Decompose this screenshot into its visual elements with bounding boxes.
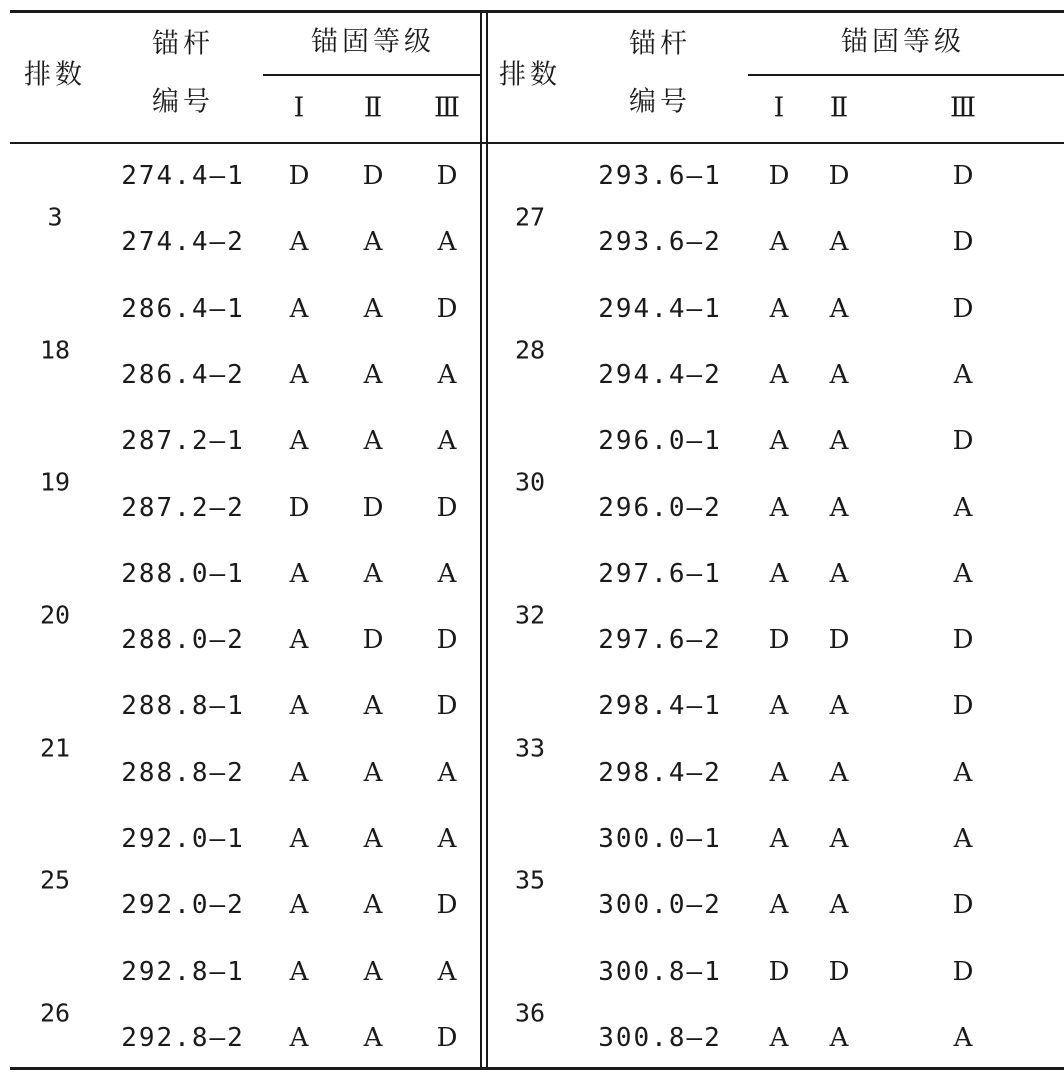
right-anchor-code: 296.0—1 [598,426,722,457]
left-anchor-code: 292.8—1 [121,956,245,987]
right-anchor-code: 300.8—1 [598,956,722,987]
left-grade-value: A [289,426,309,457]
right-grade-value: A [829,227,849,258]
left-grade-value: D [288,492,310,523]
header-grade-right: 锚固等级 [841,26,965,58]
left-grade-value: A [363,1022,383,1053]
right-grade-value: D [768,625,790,656]
left-grade-value: A [363,824,383,854]
right-grade-value: D [768,161,790,191]
right-grade-value: A [769,824,789,854]
left-grade-value: A [363,757,383,788]
right-grade-value: A [769,890,789,921]
right-row-number: 32 [514,600,546,630]
left-row-number: 19 [39,467,71,497]
left-grade-value: A [289,227,309,258]
left-grade-value: D [436,293,458,324]
header-row-count: 排数 [24,59,86,91]
right-grade-value: A [829,426,849,457]
right-grade-value: A [769,227,789,258]
left-grade-value: D [362,625,384,656]
left-grade-value: A [437,359,457,390]
right-grade-value: D [828,956,850,987]
header-anchor-line2-right: 编号 [629,86,691,118]
left-grade-value: D [436,890,458,921]
right-anchor-code: 298.4—2 [598,757,722,788]
right-grade-value: A [769,558,789,589]
right-grade-value: A [829,757,849,788]
left-grade-value: A [363,890,383,921]
left-anchor-code: 288.8—1 [121,691,245,722]
left-grade-value: A [437,227,457,258]
left-grade-value: A [289,890,309,921]
left-grade-value: A [363,558,383,589]
left-grade-value: A [289,359,309,390]
header-grade: 锚固等级 [311,26,435,58]
right-grade-value: A [829,1022,849,1053]
right-anchor-code: 297.6—1 [598,558,722,589]
left-grade-value: A [289,1022,309,1053]
left-anchor-code: 287.2—1 [121,426,245,457]
left-grade-value: A [289,824,309,854]
right-anchor-code: 300.0—2 [598,890,722,921]
right-anchor-code: 300.0—1 [598,824,722,854]
top-rule [10,10,1064,13]
right-grade-value: D [828,625,850,656]
left-row-number: 26 [39,998,71,1028]
center-double-rule-b [486,10,488,1070]
header-grade-1: Ⅰ [293,92,305,124]
left-grade-value: A [289,293,309,324]
left-grade-value: A [437,426,457,457]
left-anchor-code: 286.4—2 [121,359,245,390]
left-grade-value: A [289,558,309,589]
right-grade-value: A [953,757,973,788]
left-grade-value: D [362,492,384,523]
right-anchor-code: 293.6—2 [598,227,722,258]
right-grade-value: A [829,293,849,324]
header-grade-3: Ⅲ [433,92,461,124]
right-grade-value: A [953,359,973,390]
right-anchor-code: 300.8—2 [598,1022,722,1053]
left-grade-value: D [436,492,458,523]
left-anchor-code: 274.4—2 [121,227,245,258]
right-grade-value: A [769,691,789,722]
right-row-number: 28 [514,335,546,365]
right-anchor-code: 294.4—1 [598,293,722,324]
header-grade-1-right: Ⅰ [773,92,785,124]
left-grade-value: A [289,956,309,987]
left-grade-value: A [437,956,457,987]
left-grade-value: D [362,161,384,191]
grade-subheader-rule-left [263,74,482,76]
right-anchor-code: 293.6—1 [598,161,722,191]
left-grade-value: D [436,691,458,722]
center-double-rule-a [480,10,482,1070]
right-grade-value: D [768,956,790,987]
left-anchor-code: 288.0—2 [121,625,245,656]
right-row-number: 33 [514,733,546,763]
left-anchor-code: 292.0—1 [121,824,245,854]
left-row-number: 25 [39,865,71,895]
left-grade-value: A [437,757,457,788]
right-row-number: 30 [514,467,546,497]
left-grade-value: A [437,558,457,589]
left-row-number: 18 [39,335,71,365]
left-grade-value: A [363,956,383,987]
left-grade-value: A [289,691,309,722]
left-grade-value: A [363,227,383,258]
header-grade-2: Ⅱ [363,92,383,124]
left-anchor-code: 292.8—2 [121,1022,245,1053]
left-grade-value: D [288,161,310,191]
right-grade-value: A [829,558,849,589]
right-grade-value: D [952,956,974,987]
right-grade-value: A [829,691,849,722]
right-grade-value: A [953,824,973,854]
left-grade-value: A [289,625,309,656]
header-anchor-line1: 锚杆 [152,28,214,60]
left-grade-value: A [363,359,383,390]
left-grade-value: D [436,625,458,656]
bottom-rule [10,1067,1064,1070]
right-grade-value: D [952,625,974,656]
right-grade-value: A [769,359,789,390]
right-row-number: 35 [514,865,546,895]
left-grade-value: A [289,757,309,788]
header-row-count-right: 排数 [499,59,561,91]
left-anchor-code: 288.8—2 [121,757,245,788]
left-anchor-code: 287.2—2 [121,492,245,523]
left-anchor-code: 286.4—1 [121,293,245,324]
left-anchor-code: 292.0—2 [121,890,245,921]
right-anchor-code: 296.0—2 [598,492,722,523]
right-grade-value: A [769,1022,789,1053]
header-bottom-rule [10,142,1064,144]
left-anchor-code: 288.0—1 [121,558,245,589]
right-anchor-code: 297.6—2 [598,625,722,656]
left-grade-value: D [436,1022,458,1053]
right-row-number: 27 [514,202,546,232]
right-grade-value: D [828,161,850,191]
right-grade-value: D [952,426,974,457]
right-anchor-code: 294.4—2 [598,359,722,390]
right-grade-value: D [952,890,974,921]
right-grade-value: D [952,227,974,258]
right-grade-value: A [769,492,789,523]
right-grade-value: A [953,1022,973,1053]
header-anchor-line2: 编号 [152,86,214,118]
grade-subheader-rule-right [748,74,1064,76]
right-grade-value: A [953,558,973,589]
left-grade-value: A [363,293,383,324]
left-anchor-code: 274.4—1 [121,161,245,191]
left-row-number: 20 [39,600,71,630]
right-grade-value: D [952,161,974,191]
right-grade-value: D [952,691,974,722]
right-grade-value: A [829,890,849,921]
left-grade-value: A [363,691,383,722]
left-grade-value: A [363,426,383,457]
header-grade-2-right: Ⅱ [829,92,849,124]
right-grade-value: A [769,293,789,324]
left-row-number: 21 [39,733,71,763]
left-grade-value: A [437,824,457,854]
right-grade-value: A [769,757,789,788]
right-grade-value: D [952,293,974,324]
right-anchor-code: 298.4—1 [598,691,722,722]
header-anchor-line1-right: 锚杆 [629,28,691,60]
right-grade-value: A [953,492,973,523]
right-row-number: 36 [514,998,546,1028]
right-grade-value: A [769,426,789,457]
right-grade-value: A [829,824,849,854]
right-grade-value: A [829,492,849,523]
header-grade-3-right: Ⅲ [949,92,977,124]
left-row-number: 3 [47,202,63,232]
right-grade-value: A [829,359,849,390]
left-grade-value: D [436,161,458,191]
